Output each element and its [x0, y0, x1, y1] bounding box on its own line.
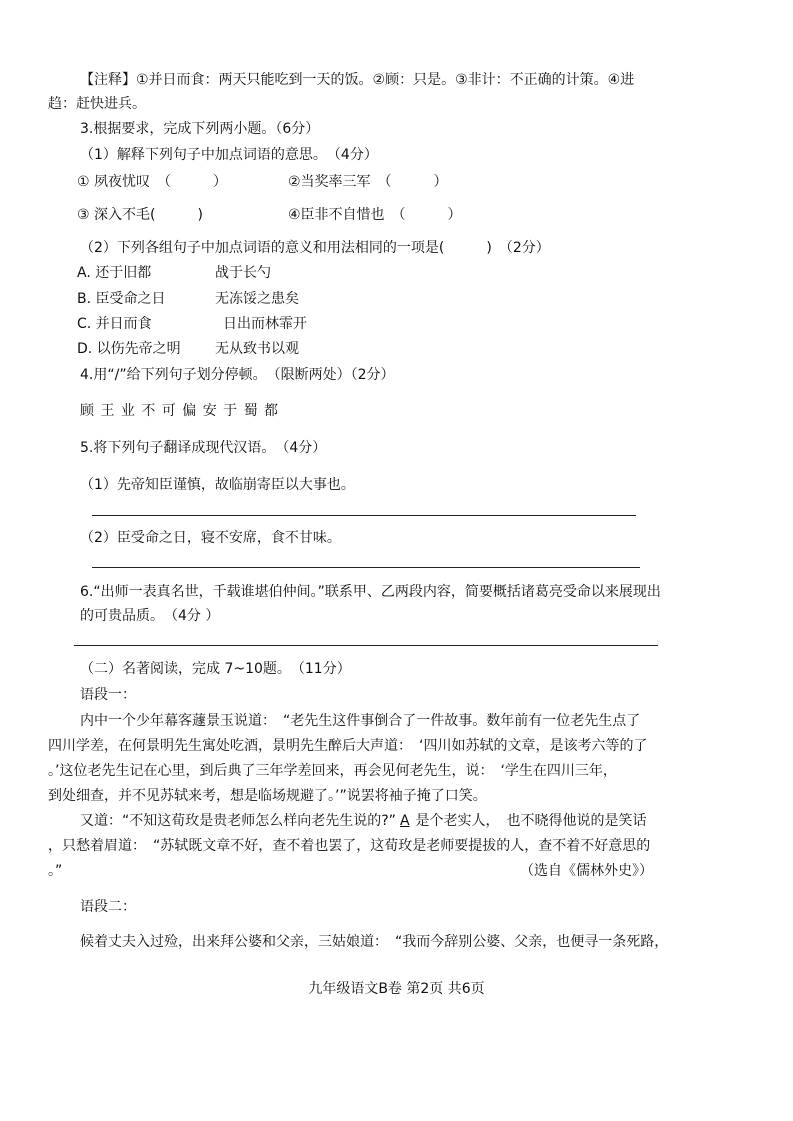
question-4-sentence: 顾 王 业 不 可 偏 安 于 蜀 都 [80, 403, 280, 419]
option-c-left: C. 并日而食 [77, 316, 152, 332]
q3-item-1: ① 夙夜忧叹 （ ） [77, 174, 228, 190]
question-6-line-2: 的可贵品质。 （4分 ） [80, 608, 220, 624]
passage-1-line-2: 四川学差，在何景明先生寓处吃酒，景明先生醉后大声道： ‘四川如苏轼的文章，是该考六等的了 [48, 738, 648, 754]
answer-line-5-1[interactable] [92, 515, 636, 516]
question-5-sentence-1: （1）先帝知臣谨慎，故临崩寄臣以大事也。 [80, 477, 355, 493]
question-5-sentence-2: （2）臣受命之日，寝不安席，食不甘味。 [80, 530, 341, 546]
passage-1-line-7: 。” [48, 863, 63, 879]
option-b-right: 无冻馁之患矣 [215, 291, 299, 307]
passage-1-label: 语段一： [80, 687, 136, 703]
passage-1-line-6: ，只愁着眉道： “苏轼既文章不好，查不着也罢了，这荀玫是老师要提拔的人，查不着不好意思的 [48, 838, 651, 854]
option-b-left: B. 臣受命之日 [77, 291, 166, 307]
passage-2-label: 语段二： [80, 899, 136, 915]
passage-1-line-5-post: 是个老实人， 也不晓得他说的是笑话 [415, 813, 647, 829]
passage-1-line-5-pre: 又道：“不知这荀玫是贵老师怎么样向老先生说的?” [80, 813, 396, 829]
section-2-title: （二）名著阅读，完成 7~10题。 （11分） [80, 661, 351, 677]
q3-item-4: ④臣非不自惜也 （ ） [288, 207, 462, 223]
option-c-right: 日出而林霏开 [223, 316, 307, 332]
page-footer: 九年级语文B卷 第2页 共6页 [308, 981, 485, 997]
passage-2-line-1: 候着丈夫入过殓，出来拜公婆和父亲，三姑娘道： “我而今辞别公婆、父亲，也便寻一条死路， [80, 934, 669, 950]
annotation-line-2: 趋：赶快进兵。 [48, 96, 146, 112]
option-d-left: D. 以伤先帝之明 [77, 341, 181, 357]
passage-1-line-3: 。’这位老先生记在心里，到后典了三年学差回来，再会见何老先生，说： ‘学生在四川三年， [48, 763, 617, 779]
q3-item-3: ③ 深入不毛( ) [77, 207, 203, 223]
passage-1-source: （选自《儒林外史》） [520, 863, 653, 879]
answer-line-5-2[interactable] [92, 567, 640, 568]
question-5-title: 5.将下列句子翻译成现代汉语。 （4分） [80, 440, 327, 456]
option-a-left: A. 还于旧都 [77, 265, 152, 281]
passage-1-line-4: 到处细查，并不见苏轼来考，想是临场规避了。’”说罢将袖子掩了口笑。 [48, 788, 487, 804]
question-6-line-1: 6.“出师一表真名世，千载谁堪伯仲间。”联系甲、乙两段内容，简要概括诸葛亮受命以来展现出 [80, 584, 661, 600]
passage-1-line-5 [80, 811, 647, 831]
question-4-title: 4.用“/”给下列句子划分停顿。 （限断两处）（2分） [80, 367, 395, 383]
passage-1-line-1: 内中一个少年幕客蘧景玉说道： “老先生这件事倒合了一件故事。数年前有一位老先生点了 [80, 713, 641, 729]
answer-line-6[interactable] [74, 645, 658, 646]
option-a-right: 战于长勺 [215, 265, 271, 281]
option-d-right: 无从致书以观 [215, 341, 299, 357]
question-3-part-1-title: （1）解释下列句子中加点词语的意思。 （4分） [80, 147, 378, 163]
question-3-part-2-title: （2）下列各组句子中加点词语的意义和用法相同的一项是( ) （2分） [80, 240, 550, 256]
question-3-title: 3.根据要求，完成下列两小题。（6分） [80, 121, 320, 137]
fill-blank-a[interactable]: A [399, 813, 410, 829]
q3-item-2: ②当奖率三军 （ ） [288, 174, 448, 190]
annotation-line-1: 【注释】①并日而食：两天只能吃到一天的饭。②顾：只是。③非计：不正确的计策。④进 [80, 72, 635, 88]
